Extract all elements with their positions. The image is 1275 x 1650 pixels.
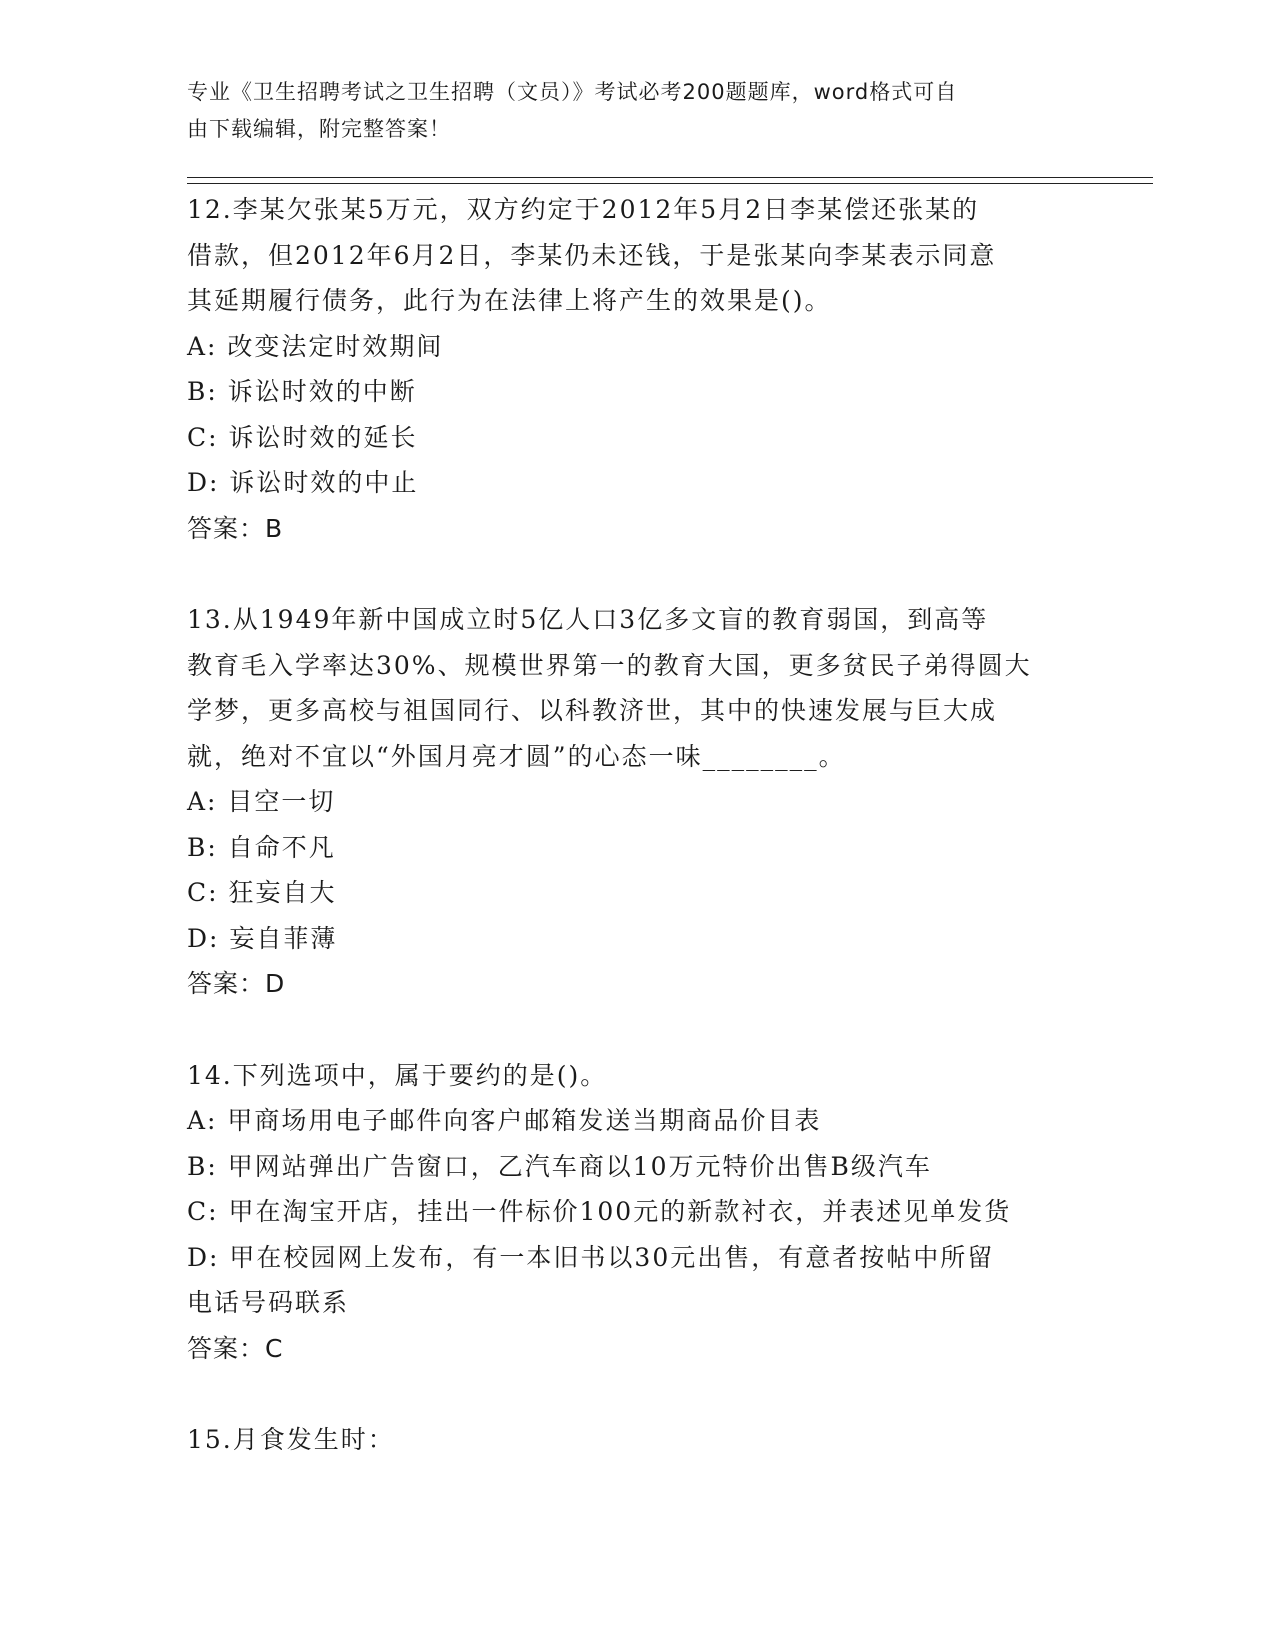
question-stem-line: 15.月食发生时： (187, 1425, 395, 1454)
option-c: C: 诉讼时效的延长 (187, 422, 418, 452)
option-d: D: 甲在校园网上发布，有一本旧书以30元出售，有意者按帖中所留 (187, 1242, 995, 1272)
question-stem-line: 12.李某欠张某5万元，双方约定于2012年5月2日李某偿还张某的 (187, 195, 980, 224)
question-stem-line: 借款，但2012年6月2日，李某仍未还钱，于是张某向李某表示同意 (187, 240, 997, 270)
option-b: B: 自命不凡 (187, 832, 336, 862)
option-a: A: 甲商场用电子邮件向客户邮箱发送当期商品价目表 (187, 1106, 822, 1135)
question-14 (187, 1053, 1107, 1372)
option-c: C: 甲在淘宝开店，挂出一件标价100元的新款衬衣，并表述见单发货 (187, 1197, 1012, 1226)
question-stem-line: 教育毛入学率达30%、规模世界第一的教育大国，更多贫民子弟得圆大 (187, 650, 1032, 680)
header-divider-bottom (187, 183, 1153, 184)
option-b: B: 诉讼时效的中断 (187, 377, 417, 406)
question-13 (187, 597, 1107, 1007)
header-divider-top (187, 177, 1153, 178)
question-15 (187, 1417, 1107, 1463)
question-stem-line: 14.下列选项中，属于要约的是()。 (187, 1060, 608, 1090)
answer-label: 答案：B (187, 513, 284, 543)
question-stem-line: 13.从1949年新中国成立时5亿人口3亿多文盲的教育弱国，到高等 (187, 605, 989, 634)
question-list (187, 187, 1107, 1509)
option-d: D: 妄自菲薄 (187, 923, 338, 953)
question-stem-line: 其延期履行债务，此行为在法律上将产生的效果是()。 (187, 286, 832, 315)
document-header (187, 74, 1067, 148)
option-a: A: 改变法定时效期间 (187, 331, 444, 361)
question-stem-line: 学梦，更多高校与祖国同行、以科教济世，其中的快速发展与巨大成 (187, 696, 998, 725)
option-b: B: 甲网站弹出广告窗口，乙汽车商以10万元特价出售B级汽车 (187, 1151, 932, 1181)
option-d-continued: 电话号码联系 (187, 1288, 350, 1317)
answer-label: 答案：D (187, 969, 286, 998)
header-line-1: 专业《卫生招聘考试之卫生招聘（文员）》考试必考200题题库，word格式可自 (187, 80, 958, 104)
question-stem-line: 就，绝对不宜以“外国月亮才圆”的心态一味________。 (187, 741, 846, 771)
option-c: C: 狂妄自大 (187, 878, 337, 907)
header-line-2: 由下载编辑，附完整答案！ (187, 117, 451, 141)
option-a: A: 目空一切 (187, 787, 336, 816)
question-12 (187, 187, 1107, 551)
answer-label: 答案：C (187, 1333, 284, 1363)
option-d: D: 诉讼时效的中止 (187, 468, 419, 497)
